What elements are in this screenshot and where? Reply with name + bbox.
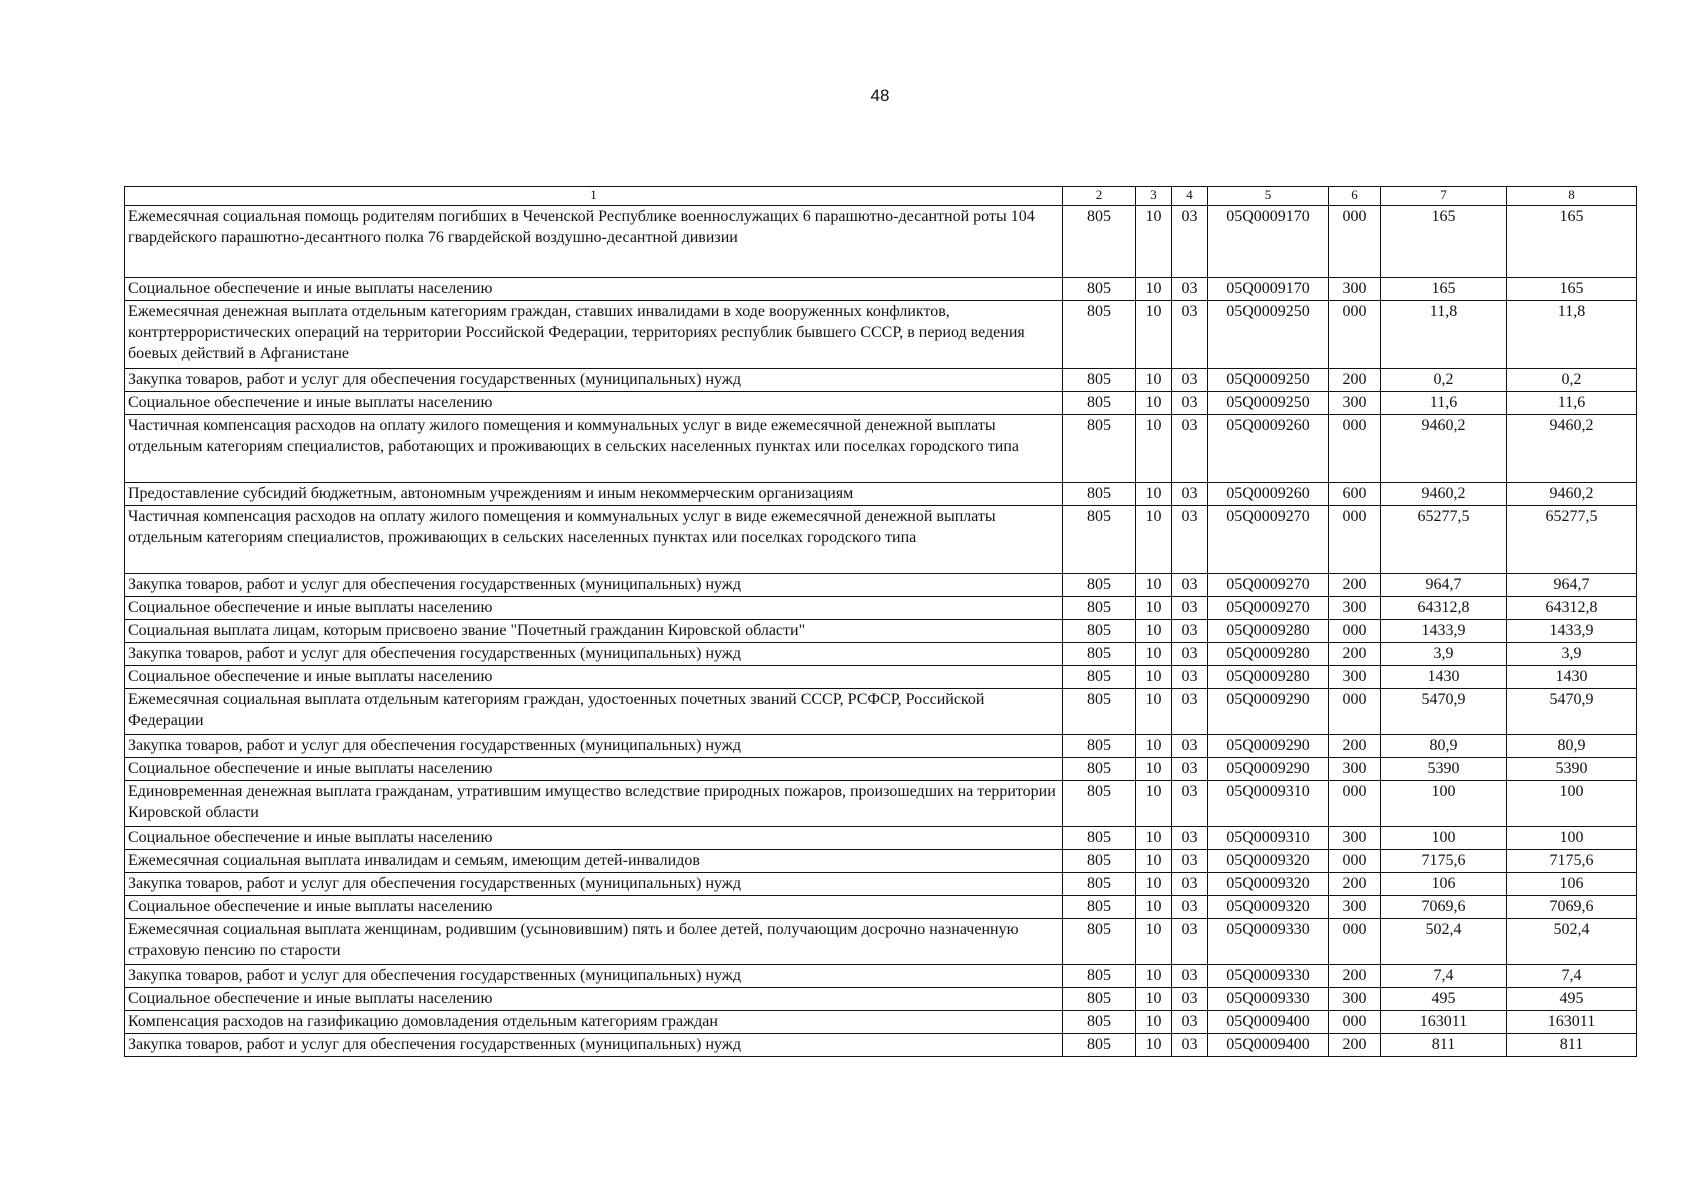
col-8-value: 11,6 <box>1507 392 1637 415</box>
col-7-value: 502,4 <box>1381 919 1507 965</box>
col-6-value: 000 <box>1329 620 1381 643</box>
col-2-value: 805 <box>1063 483 1136 506</box>
col-5-value: 05Q0009280 <box>1208 666 1329 689</box>
row-description: Закупка товаров, работ и услуг для обеспечения государственных (муниципальных) нужд <box>125 873 1063 896</box>
col-2-value: 805 <box>1063 988 1136 1011</box>
col-3-value: 10 <box>1136 506 1172 574</box>
col-8-value: 495 <box>1507 988 1637 1011</box>
col-4-value: 03 <box>1172 278 1208 301</box>
col-3-value: 10 <box>1136 392 1172 415</box>
col-3-value: 10 <box>1136 483 1172 506</box>
col-5-value: 05Q0009310 <box>1208 781 1329 827</box>
col-4-value: 03 <box>1172 850 1208 873</box>
header-cell-3: 3 <box>1136 187 1172 206</box>
col-6-value: 300 <box>1329 988 1381 1011</box>
col-3-value: 10 <box>1136 415 1172 483</box>
col-8-value: 64312,8 <box>1507 597 1637 620</box>
row-description: Закупка товаров, работ и услуг для обеспечения государственных (муниципальных) нужд <box>125 1034 1063 1057</box>
col-7-value: 5470,9 <box>1381 689 1507 735</box>
table-row <box>125 919 1637 965</box>
col-7-value: 5390 <box>1381 758 1507 781</box>
col-4-value: 03 <box>1172 666 1208 689</box>
col-8-value: 100 <box>1507 781 1637 827</box>
col-7-value: 163011 <box>1381 1011 1507 1034</box>
col-6-value: 200 <box>1329 965 1381 988</box>
col-2-value: 805 <box>1063 620 1136 643</box>
col-3-value: 10 <box>1136 735 1172 758</box>
col-7-value: 9460,2 <box>1381 415 1507 483</box>
col-8-value: 3,9 <box>1507 643 1637 666</box>
col-2-value: 805 <box>1063 206 1136 278</box>
col-5-value: 05Q0009260 <box>1208 483 1329 506</box>
col-5-value: 05Q0009270 <box>1208 597 1329 620</box>
row-description: Частичная компенсация расходов на оплату жилого помещения и коммунальных услуг в виде ежемесячной денежной выплаты отдельным категориям специалистов, работающих и проживающих в сельских населенных пунктах или поселках городского типа <box>125 415 1063 483</box>
col-8-value: 7175,6 <box>1507 850 1637 873</box>
table-row <box>125 597 1637 620</box>
col-4-value: 03 <box>1172 369 1208 392</box>
col-2-value: 805 <box>1063 574 1136 597</box>
col-6-value: 000 <box>1329 415 1381 483</box>
col-8-value: 5470,9 <box>1507 689 1637 735</box>
col-7-value: 11,6 <box>1381 392 1507 415</box>
col-2-value: 805 <box>1063 369 1136 392</box>
col-2-value: 805 <box>1063 735 1136 758</box>
col-4-value: 03 <box>1172 483 1208 506</box>
table-row <box>125 574 1637 597</box>
col-3-value: 10 <box>1136 574 1172 597</box>
col-6-value: 000 <box>1329 301 1381 369</box>
col-4-value: 03 <box>1172 827 1208 850</box>
col-6-value: 300 <box>1329 666 1381 689</box>
col-2-value: 805 <box>1063 301 1136 369</box>
col-8-value: 1433,9 <box>1507 620 1637 643</box>
col-3-value: 10 <box>1136 781 1172 827</box>
table-row <box>125 415 1637 483</box>
col-2-value: 805 <box>1063 415 1136 483</box>
col-8-value: 11,8 <box>1507 301 1637 369</box>
col-2-value: 805 <box>1063 506 1136 574</box>
col-6-value: 300 <box>1329 597 1381 620</box>
row-description: Единовременная денежная выплата гражданам, утратившим имущество вследствие природных пожаров, произошедших на территории Кировской области <box>125 781 1063 827</box>
col-5-value: 05Q0009290 <box>1208 735 1329 758</box>
row-description: Ежемесячная социальная выплата женщинам, родившим (усыновившим) пять и более детей, получающим досрочно назначенную страховую пенсию по старости <box>125 919 1063 965</box>
table-row <box>125 735 1637 758</box>
col-3-value: 10 <box>1136 369 1172 392</box>
col-5-value: 05Q0009290 <box>1208 758 1329 781</box>
col-4-value: 03 <box>1172 873 1208 896</box>
col-5-value: 05Q0009250 <box>1208 392 1329 415</box>
row-description: Социальное обеспечение и иные выплаты населению <box>125 758 1063 781</box>
col-7-value: 7069,6 <box>1381 896 1507 919</box>
col-6-value: 600 <box>1329 483 1381 506</box>
col-5-value: 05Q0009330 <box>1208 988 1329 1011</box>
col-3-value: 10 <box>1136 597 1172 620</box>
col-2-value: 805 <box>1063 666 1136 689</box>
table-row <box>125 827 1637 850</box>
col-7-value: 100 <box>1381 781 1507 827</box>
col-2-value: 805 <box>1063 827 1136 850</box>
row-description: Ежемесячная социальная выплата отдельным категориям граждан, удостоенных почетных званий СССР, РСФСР, Российской Федерации <box>125 689 1063 735</box>
table-row <box>125 369 1637 392</box>
col-6-value: 300 <box>1329 278 1381 301</box>
col-6-value: 200 <box>1329 643 1381 666</box>
col-6-value: 000 <box>1329 919 1381 965</box>
col-3-value: 10 <box>1136 278 1172 301</box>
col-4-value: 03 <box>1172 620 1208 643</box>
col-5-value: 05Q0009400 <box>1208 1011 1329 1034</box>
row-description: Социальное обеспечение и иные выплаты населению <box>125 597 1063 620</box>
header-cell-4: 4 <box>1172 187 1208 206</box>
table-row <box>125 206 1637 278</box>
col-8-value: 1430 <box>1507 666 1637 689</box>
row-description: Закупка товаров, работ и услуг для обеспечения государственных (муниципальных) нужд <box>125 965 1063 988</box>
table-row <box>125 689 1637 735</box>
col-2-value: 805 <box>1063 1034 1136 1057</box>
table-row <box>125 666 1637 689</box>
col-7-value: 1433,9 <box>1381 620 1507 643</box>
table-row <box>125 483 1637 506</box>
col-5-value: 05Q0009330 <box>1208 919 1329 965</box>
table-row <box>125 392 1637 415</box>
col-2-value: 805 <box>1063 758 1136 781</box>
table-row <box>125 781 1637 827</box>
col-4-value: 03 <box>1172 689 1208 735</box>
col-4-value: 03 <box>1172 781 1208 827</box>
table-row <box>125 301 1637 369</box>
col-6-value: 200 <box>1329 1034 1381 1057</box>
col-8-value: 502,4 <box>1507 919 1637 965</box>
row-description: Социальное обеспечение и иные выплаты населению <box>125 392 1063 415</box>
col-6-value: 300 <box>1329 392 1381 415</box>
col-2-value: 805 <box>1063 1011 1136 1034</box>
col-8-value: 9460,2 <box>1507 415 1637 483</box>
row-description: Социальное обеспечение и иные выплаты населению <box>125 988 1063 1011</box>
col-7-value: 100 <box>1381 827 1507 850</box>
row-description: Ежемесячная денежная выплата отдельным категориям граждан, ставших инвалидами в ходе вооруженных конфликтов, контртеррористических операций на территории Российской Федерации, территориях республик бывшего СССР, в период ведения боевых действий в Афганистане <box>125 301 1063 369</box>
col-3-value: 10 <box>1136 206 1172 278</box>
col-8-value: 80,9 <box>1507 735 1637 758</box>
col-4-value: 03 <box>1172 643 1208 666</box>
table-row <box>125 758 1637 781</box>
col-4-value: 03 <box>1172 896 1208 919</box>
table-row <box>125 620 1637 643</box>
table-row <box>125 643 1637 666</box>
col-8-value: 100 <box>1507 827 1637 850</box>
col-7-value: 7,4 <box>1381 965 1507 988</box>
col-2-value: 805 <box>1063 278 1136 301</box>
col-6-value: 300 <box>1329 758 1381 781</box>
table-row <box>125 988 1637 1011</box>
col-2-value: 805 <box>1063 873 1136 896</box>
col-7-value: 165 <box>1381 206 1507 278</box>
col-2-value: 805 <box>1063 965 1136 988</box>
col-4-value: 03 <box>1172 758 1208 781</box>
col-2-value: 805 <box>1063 919 1136 965</box>
col-5-value: 05Q0009260 <box>1208 415 1329 483</box>
col-8-value: 165 <box>1507 278 1637 301</box>
col-5-value: 05Q0009320 <box>1208 873 1329 896</box>
header-cell-1: 1 <box>125 187 1063 206</box>
col-8-value: 9460,2 <box>1507 483 1637 506</box>
header-cell-2: 2 <box>1063 187 1136 206</box>
col-4-value: 03 <box>1172 206 1208 278</box>
row-description: Ежемесячная социальная выплата инвалидам и семьям, имеющим детей-инвалидов <box>125 850 1063 873</box>
col-3-value: 10 <box>1136 1011 1172 1034</box>
row-description: Закупка товаров, работ и услуг для обеспечения государственных (муниципальных) нужд <box>125 643 1063 666</box>
col-6-value: 300 <box>1329 896 1381 919</box>
col-6-value: 200 <box>1329 369 1381 392</box>
col-3-value: 10 <box>1136 965 1172 988</box>
col-7-value: 106 <box>1381 873 1507 896</box>
table-row <box>125 896 1637 919</box>
row-description: Закупка товаров, работ и услуг для обеспечения государственных (муниципальных) нужд <box>125 369 1063 392</box>
row-description: Социальное обеспечение и иные выплаты населению <box>125 278 1063 301</box>
row-description: Социальное обеспечение и иные выплаты населению <box>125 666 1063 689</box>
col-5-value: 05Q0009310 <box>1208 827 1329 850</box>
col-6-value: 000 <box>1329 781 1381 827</box>
col-5-value: 05Q0009330 <box>1208 965 1329 988</box>
col-3-value: 10 <box>1136 758 1172 781</box>
col-8-value: 811 <box>1507 1034 1637 1057</box>
col-6-value: 000 <box>1329 206 1381 278</box>
table-row <box>125 278 1637 301</box>
col-3-value: 10 <box>1136 919 1172 965</box>
col-5-value: 05Q0009270 <box>1208 506 1329 574</box>
col-4-value: 03 <box>1172 415 1208 483</box>
col-5-value: 05Q0009250 <box>1208 369 1329 392</box>
row-description: Социальное обеспечение и иные выплаты населению <box>125 827 1063 850</box>
col-2-value: 805 <box>1063 781 1136 827</box>
row-description: Закупка товаров, работ и услуг для обеспечения государственных (муниципальных) нужд <box>125 735 1063 758</box>
col-3-value: 10 <box>1136 988 1172 1011</box>
col-2-value: 805 <box>1063 392 1136 415</box>
col-3-value: 10 <box>1136 666 1172 689</box>
col-5-value: 05Q0009320 <box>1208 850 1329 873</box>
row-description: Предоставление субсидий бюджетным, автономным учреждениям и иным некоммерческим организациям <box>125 483 1063 506</box>
col-3-value: 10 <box>1136 1034 1172 1057</box>
col-4-value: 03 <box>1172 1034 1208 1057</box>
row-description: Закупка товаров, работ и услуг для обеспечения государственных (муниципальных) нужд <box>125 574 1063 597</box>
col-7-value: 11,8 <box>1381 301 1507 369</box>
col-3-value: 10 <box>1136 873 1172 896</box>
col-7-value: 65277,5 <box>1381 506 1507 574</box>
header-cell-7: 7 <box>1381 187 1507 206</box>
col-7-value: 9460,2 <box>1381 483 1507 506</box>
col-5-value: 05Q0009270 <box>1208 574 1329 597</box>
table-row <box>125 506 1637 574</box>
col-7-value: 1430 <box>1381 666 1507 689</box>
col-4-value: 03 <box>1172 392 1208 415</box>
table-row <box>125 873 1637 896</box>
col-4-value: 03 <box>1172 1011 1208 1034</box>
col-3-value: 10 <box>1136 643 1172 666</box>
row-description: Социальная выплата лицам, которым присвоено звание "Почетный гражданин Кировской области" <box>125 620 1063 643</box>
col-6-value: 200 <box>1329 735 1381 758</box>
col-3-value: 10 <box>1136 689 1172 735</box>
col-7-value: 7175,6 <box>1381 850 1507 873</box>
budget-table <box>124 186 1637 1057</box>
col-7-value: 3,9 <box>1381 643 1507 666</box>
col-5-value: 05Q0009320 <box>1208 896 1329 919</box>
header-cell-5: 5 <box>1208 187 1329 206</box>
col-6-value: 200 <box>1329 574 1381 597</box>
col-5-value: 05Q0009170 <box>1208 278 1329 301</box>
header-cell-6: 6 <box>1329 187 1381 206</box>
header-cell-8: 8 <box>1507 187 1637 206</box>
col-6-value: 000 <box>1329 1011 1381 1034</box>
col-7-value: 64312,8 <box>1381 597 1507 620</box>
col-6-value: 000 <box>1329 689 1381 735</box>
header-row <box>125 187 1637 206</box>
col-5-value: 05Q0009400 <box>1208 1034 1329 1057</box>
col-6-value: 000 <box>1329 506 1381 574</box>
col-3-value: 10 <box>1136 301 1172 369</box>
col-4-value: 03 <box>1172 735 1208 758</box>
table-row <box>125 850 1637 873</box>
row-description: Социальное обеспечение и иные выплаты населению <box>125 896 1063 919</box>
col-8-value: 165 <box>1507 206 1637 278</box>
col-5-value: 05Q0009280 <box>1208 643 1329 666</box>
col-8-value: 964,7 <box>1507 574 1637 597</box>
col-2-value: 805 <box>1063 850 1136 873</box>
col-7-value: 964,7 <box>1381 574 1507 597</box>
col-8-value: 5390 <box>1507 758 1637 781</box>
col-7-value: 80,9 <box>1381 735 1507 758</box>
col-8-value: 106 <box>1507 873 1637 896</box>
col-2-value: 805 <box>1063 597 1136 620</box>
col-8-value: 163011 <box>1507 1011 1637 1034</box>
col-4-value: 03 <box>1172 574 1208 597</box>
col-3-value: 10 <box>1136 827 1172 850</box>
col-7-value: 495 <box>1381 988 1507 1011</box>
col-2-value: 805 <box>1063 896 1136 919</box>
col-7-value: 811 <box>1381 1034 1507 1057</box>
col-3-value: 10 <box>1136 850 1172 873</box>
col-3-value: 10 <box>1136 896 1172 919</box>
page-number: 48 <box>870 86 890 105</box>
col-4-value: 03 <box>1172 597 1208 620</box>
col-7-value: 165 <box>1381 278 1507 301</box>
col-8-value: 7069,6 <box>1507 896 1637 919</box>
col-5-value: 05Q0009250 <box>1208 301 1329 369</box>
col-7-value: 0,2 <box>1381 369 1507 392</box>
col-2-value: 805 <box>1063 643 1136 666</box>
table-row <box>125 965 1637 988</box>
col-5-value: 05Q0009170 <box>1208 206 1329 278</box>
table-row <box>125 1011 1637 1034</box>
col-5-value: 05Q0009290 <box>1208 689 1329 735</box>
col-6-value: 300 <box>1329 827 1381 850</box>
col-5-value: 05Q0009280 <box>1208 620 1329 643</box>
table-row <box>125 1034 1637 1057</box>
row-description: Частичная компенсация расходов на оплату жилого помещения и коммунальных услуг в виде ежемесячной денежной выплаты отдельным категориям специалистов, проживающих в сельских населенных пунктах или поселках городского типа <box>125 506 1063 574</box>
col-4-value: 03 <box>1172 988 1208 1011</box>
col-8-value: 65277,5 <box>1507 506 1637 574</box>
row-description: Компенсация расходов на газификацию домовладения отдельным категориям граждан <box>125 1011 1063 1034</box>
col-4-value: 03 <box>1172 301 1208 369</box>
col-8-value: 0,2 <box>1507 369 1637 392</box>
col-4-value: 03 <box>1172 506 1208 574</box>
col-4-value: 03 <box>1172 965 1208 988</box>
col-8-value: 7,4 <box>1507 965 1637 988</box>
col-6-value: 000 <box>1329 850 1381 873</box>
col-6-value: 200 <box>1329 873 1381 896</box>
row-description: Ежемесячная социальная помощь родителям погибших в Чеченской Республике военнослужащих 6 парашютно-десантной роты 104 гвардейского парашютно-десантного полка 76 гвардейской воздушно-десантной дивизии <box>125 206 1063 278</box>
col-2-value: 805 <box>1063 689 1136 735</box>
col-3-value: 10 <box>1136 620 1172 643</box>
col-4-value: 03 <box>1172 919 1208 965</box>
